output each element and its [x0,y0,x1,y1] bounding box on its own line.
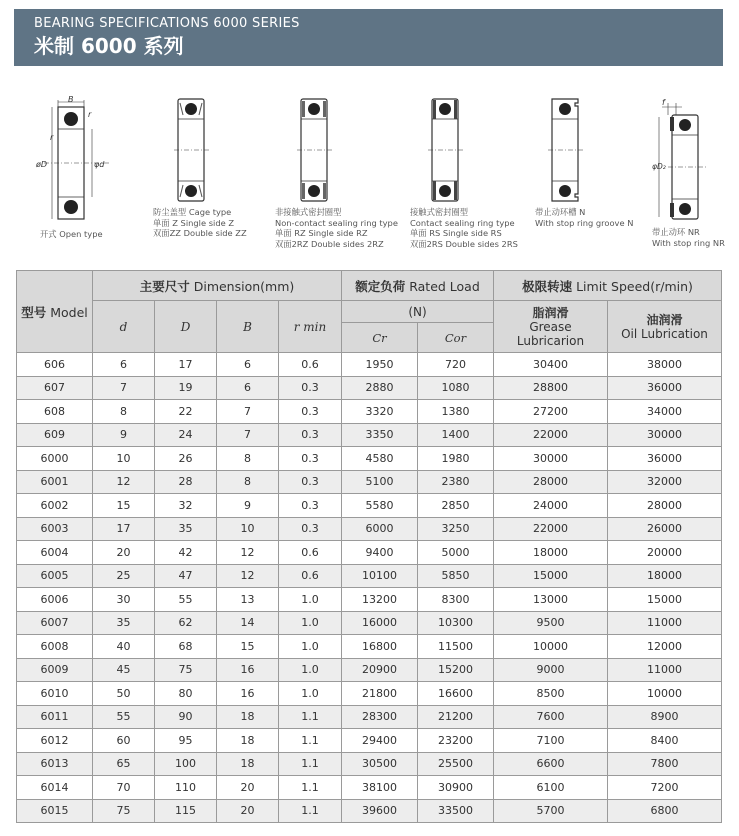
table-row [17,470,722,494]
cell-grease-speed: 27200 [494,400,608,424]
cell-d: 55 [93,705,155,729]
cell-grease-speed: 22000 [494,423,608,447]
bearing-diagrams [0,85,739,255]
cell-model: 6013 [17,752,93,776]
cell-d: 30 [93,588,155,612]
cell-cr: 1950 [342,353,418,377]
cell-cr: 3320 [342,400,418,424]
cell-cr: 20900 [342,658,418,682]
cell-grease-speed: 24000 [494,494,608,518]
cell-d: 45 [93,658,155,682]
cell-cor: 8300 [418,588,494,612]
label-B: B [68,95,74,104]
cell-model: 6014 [17,776,93,800]
cell-cr: 21800 [342,682,418,706]
cell-oil-speed: 26000 [608,517,722,541]
cell-outer-d: 22 [155,400,217,424]
cell-cor: 5000 [418,541,494,565]
cell-grease-speed: 10000 [494,635,608,659]
cell-grease-speed: 6600 [494,752,608,776]
cell-grease-speed: 5700 [494,799,608,823]
cell-cr: 29400 [342,729,418,753]
table-row [17,494,722,518]
cell-grease-speed: 9000 [494,658,608,682]
cell-cor: 2380 [418,470,494,494]
cell-b: 14 [217,611,279,635]
cell-model: 6007 [17,611,93,635]
label-outer-d: øD [36,160,48,169]
label-f: f [662,98,665,107]
cell-cor: 30900 [418,776,494,800]
cell-model: 6000 [17,447,93,471]
cell-b: 8 [217,447,279,471]
label-r1: r [88,110,92,119]
cell-r-min: 1.1 [279,752,342,776]
table-row [17,611,722,635]
table-row [17,635,722,659]
cell-d: 40 [93,635,155,659]
cell-oil-speed: 7800 [608,752,722,776]
cell-model: 6010 [17,682,93,706]
cell-outer-d: 47 [155,564,217,588]
cell-cr: 10100 [342,564,418,588]
cell-grease-speed: 6100 [494,776,608,800]
header-dimension: 主要尺寸 Dimension(mm) [93,271,342,301]
header-r-min: r min [279,301,342,353]
cell-outer-d: 75 [155,658,217,682]
cell-r-min: 0.3 [279,494,342,518]
header-grease: 脂润滑 Grease Lubricarion [494,301,608,353]
table-row [17,705,722,729]
non-contact-seal-drawing [297,95,333,205]
cell-oil-speed: 6800 [608,799,722,823]
cell-r-min: 1.0 [279,611,342,635]
cell-model: 6009 [17,658,93,682]
cell-b: 12 [217,541,279,565]
cell-r-min: 0.3 [279,376,342,400]
cell-b: 9 [217,494,279,518]
cell-outer-d: 100 [155,752,217,776]
cell-b: 18 [217,729,279,753]
table-row [17,729,722,753]
cell-outer-d: 26 [155,447,217,471]
cell-outer-d: 80 [155,682,217,706]
cell-grease-speed: 7100 [494,729,608,753]
cell-outer-d: 68 [155,635,217,659]
caption-non-contact-seal: 非接触式密封圈型 Non-contact sealing ring type 单面 RZ Single side RZ 双面2RZ Double sides 2RZ [275,207,398,249]
cell-cor: 1400 [418,423,494,447]
cell-r-min: 0.3 [279,517,342,541]
cell-oil-speed: 11000 [608,658,722,682]
cell-r-min: 1.0 [279,682,342,706]
cell-grease-speed: 13000 [494,588,608,612]
spec-table-body [17,353,722,823]
diagram-open-type [30,95,115,225]
cell-cr: 2880 [342,376,418,400]
cell-outer-d: 115 [155,799,217,823]
caption-stop-ring-groove: 带止动环槽 N With stop ring groove N [535,207,634,228]
cell-b: 8 [217,470,279,494]
cell-cr: 13200 [342,588,418,612]
label-inner-d: φd [94,160,105,169]
cell-grease-speed: 7600 [494,705,608,729]
header-cor: Cor [418,323,494,353]
cell-cor: 1980 [418,447,494,471]
table-row [17,376,722,400]
cell-model: 607 [17,376,93,400]
cell-d: 8 [93,400,155,424]
cell-cor: 23200 [418,729,494,753]
cell-model: 6006 [17,588,93,612]
cell-r-min: 0.6 [279,564,342,588]
caption-contact-seal: 接触式密封圈型 Contact sealing ring type 单面 RS Single side RS 双面2RS Double sides 2RS [410,207,518,249]
cell-b: 10 [217,517,279,541]
cell-d: 75 [93,799,155,823]
cell-model: 6001 [17,470,93,494]
cell-oil-speed: 10000 [608,682,722,706]
cell-b: 7 [217,400,279,424]
cell-oil-speed: 7200 [608,776,722,800]
cell-oil-speed: 30000 [608,423,722,447]
cell-model: 6012 [17,729,93,753]
cell-model: 609 [17,423,93,447]
cell-outer-d: 32 [155,494,217,518]
cell-b: 12 [217,564,279,588]
cell-model: 6004 [17,541,93,565]
label-r2: r [50,133,54,142]
cell-cor: 21200 [418,705,494,729]
cell-outer-d: 110 [155,776,217,800]
cell-outer-d: 19 [155,376,217,400]
cell-oil-speed: 28000 [608,494,722,518]
cell-cor: 25500 [418,752,494,776]
label-d2: φD₂ [652,162,666,171]
cell-grease-speed: 15000 [494,564,608,588]
cell-r-min: 1.1 [279,729,342,753]
cage-type-drawing [174,95,210,205]
cell-cr: 6000 [342,517,418,541]
cell-r-min: 1.1 [279,799,342,823]
cell-oil-speed: 18000 [608,564,722,588]
cell-grease-speed: 28000 [494,470,608,494]
cell-cr: 30500 [342,752,418,776]
cell-d: 17 [93,517,155,541]
header-load-unit: (N) [342,301,494,323]
cell-cr: 38100 [342,776,418,800]
stop-ring-drawing [652,95,712,225]
cell-r-min: 1.0 [279,635,342,659]
cell-r-min: 1.0 [279,658,342,682]
table-row [17,682,722,706]
cell-cor: 5850 [418,564,494,588]
diagram-stop-ring-groove [548,95,584,205]
title-cn: 米制 6000 系列 [34,34,184,58]
diagram-contact-seal [428,95,464,205]
cell-cor: 16600 [418,682,494,706]
table-row [17,423,722,447]
cell-b: 16 [217,682,279,706]
cell-r-min: 0.6 [279,541,342,565]
header-oil: 油润滑 Oil Lubrication [608,301,722,353]
cell-d: 7 [93,376,155,400]
header-banner [14,9,723,66]
cell-model: 6015 [17,799,93,823]
header-b: B [217,301,279,353]
header-limit-speed: 极限转速 Limit Speed(r/min) [494,271,722,301]
cell-r-min: 0.3 [279,447,342,471]
cell-d: 60 [93,729,155,753]
caption-cage-type: 防尘盖型 Cage type 单面 Z Single side Z 双面ZZ Double side ZZ [153,207,247,238]
cell-d: 9 [93,423,155,447]
cell-outer-d: 55 [155,588,217,612]
diagram-stop-ring [652,95,712,225]
cell-model: 6003 [17,517,93,541]
cell-oil-speed: 34000 [608,400,722,424]
cell-d: 70 [93,776,155,800]
cell-model: 608 [17,400,93,424]
cell-model: 6002 [17,494,93,518]
cell-grease-speed: 18000 [494,541,608,565]
cell-cr: 16800 [342,635,418,659]
cell-oil-speed: 32000 [608,470,722,494]
cell-grease-speed: 8500 [494,682,608,706]
header-outer-d: D [155,301,217,353]
cell-cor: 33500 [418,799,494,823]
cell-d: 50 [93,682,155,706]
cell-b: 20 [217,799,279,823]
cell-b: 18 [217,752,279,776]
cell-oil-speed: 15000 [608,588,722,612]
cell-oil-speed: 8900 [608,705,722,729]
cell-model: 6011 [17,705,93,729]
cell-outer-d: 62 [155,611,217,635]
cell-r-min: 1.1 [279,776,342,800]
cell-b: 13 [217,588,279,612]
table-row [17,799,722,823]
cell-oil-speed: 20000 [608,541,722,565]
cell-r-min: 1.1 [279,705,342,729]
cell-d: 20 [93,541,155,565]
cell-b: 6 [217,353,279,377]
cell-r-min: 0.3 [279,470,342,494]
header-model: 型号 Model [17,271,93,353]
cell-grease-speed: 28800 [494,376,608,400]
table-row [17,588,722,612]
cell-r-min: 1.0 [279,588,342,612]
cell-cr: 5580 [342,494,418,518]
table-row [17,447,722,471]
cell-cor: 15200 [418,658,494,682]
spec-table [16,270,722,823]
header-cr: Cr [342,323,418,353]
cell-d: 15 [93,494,155,518]
table-row [17,541,722,565]
stop-ring-groove-drawing [548,95,584,205]
table-row [17,752,722,776]
cell-grease-speed: 9500 [494,611,608,635]
title-en: BEARING SPECIFICATIONS 6000 SERIES [34,16,300,31]
cell-d: 10 [93,447,155,471]
cell-b: 20 [217,776,279,800]
cell-cr: 28300 [342,705,418,729]
table-row [17,776,722,800]
cell-oil-speed: 11000 [608,611,722,635]
cell-cr: 16000 [342,611,418,635]
header-rated-load: 额定负荷 Rated Load [342,271,494,301]
cell-cor: 10300 [418,611,494,635]
cell-outer-d: 17 [155,353,217,377]
table-row [17,353,722,377]
cell-cr: 9400 [342,541,418,565]
cell-cor: 1380 [418,400,494,424]
cell-grease-speed: 30400 [494,353,608,377]
caption-stop-ring: 带止动环 NR With stop ring NR [652,227,725,248]
cell-cr: 5100 [342,470,418,494]
cell-oil-speed: 12000 [608,635,722,659]
diagram-non-contact-seal [297,95,333,205]
cell-oil-speed: 8400 [608,729,722,753]
cell-cr: 3350 [342,423,418,447]
cell-cr: 39600 [342,799,418,823]
cell-b: 15 [217,635,279,659]
cell-model: 606 [17,353,93,377]
diagram-cage-type [174,95,210,205]
open-type-drawing [30,95,115,225]
cell-cor: 3250 [418,517,494,541]
cell-outer-d: 35 [155,517,217,541]
cell-d: 25 [93,564,155,588]
cell-cor: 1080 [418,376,494,400]
cell-b: 18 [217,705,279,729]
cell-b: 7 [217,423,279,447]
cell-cor: 11500 [418,635,494,659]
cell-model: 6005 [17,564,93,588]
cell-model: 6008 [17,635,93,659]
contact-seal-drawing [428,95,464,205]
cell-cor: 720 [418,353,494,377]
cell-outer-d: 95 [155,729,217,753]
cell-d: 6 [93,353,155,377]
cell-cr: 4580 [342,447,418,471]
cell-grease-speed: 30000 [494,447,608,471]
cell-outer-d: 42 [155,541,217,565]
table-row [17,400,722,424]
cell-grease-speed: 22000 [494,517,608,541]
cell-r-min: 0.3 [279,400,342,424]
caption-open-type: 开式 Open type [40,229,103,239]
cell-d: 12 [93,470,155,494]
table-row [17,517,722,541]
cell-b: 6 [217,376,279,400]
cell-d: 65 [93,752,155,776]
cell-oil-speed: 36000 [608,376,722,400]
cell-oil-speed: 38000 [608,353,722,377]
header-d: d [93,301,155,353]
cell-outer-d: 90 [155,705,217,729]
table-row [17,658,722,682]
cell-outer-d: 24 [155,423,217,447]
cell-r-min: 0.3 [279,423,342,447]
cell-d: 35 [93,611,155,635]
cell-r-min: 0.6 [279,353,342,377]
cell-cor: 2850 [418,494,494,518]
table-row [17,564,722,588]
cell-outer-d: 28 [155,470,217,494]
cell-b: 16 [217,658,279,682]
cell-oil-speed: 36000 [608,447,722,471]
